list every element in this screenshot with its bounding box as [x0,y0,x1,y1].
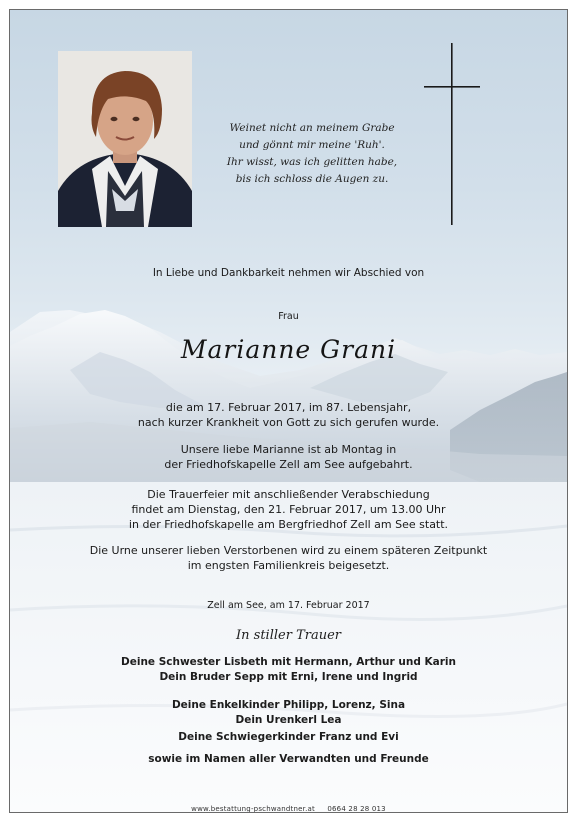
cross-icon [422,43,482,225]
mourners-group-siblings [10,655,567,685]
paragraph-line: Die Trauerfeier mit anschließender Verabschiedung [147,488,430,501]
death-notice-paragraph [10,400,567,430]
poem-line: Weinet nicht an meinem Grabe [229,122,395,134]
salutation: Frau [278,311,299,322]
paragraph-line: nach kurzer Krankheit von Gott zu sich gerufen wurde. [137,416,440,429]
funeral-service-paragraph [10,487,567,532]
paragraph-line: findet am Dienstag, den 21. Februar 2017, um 13.00 Uhr [131,503,446,516]
urn-burial-paragraph [10,543,567,573]
obituary-card [9,9,568,813]
deceased-name: Marianne Grani [180,335,397,364]
paragraph-line: Unsere liebe Marianne ist ab Montag in [180,443,397,456]
mourners-group-in-laws [10,730,567,745]
mourner-line: Deine Enkelkinder Philipp, Lorenz, Sina [171,699,406,711]
paragraph-line: in der Friedhofskapelle am Bergfriedhof Zell am See statt. [128,518,449,531]
paragraph-line: Die Urne unserer lieben Verstorbenen wird zu einem späteren Zeitpunkt [89,544,488,557]
mourning-heading: In stiller Trauer [236,628,341,643]
mourner-line: Dein Bruder Sepp mit Erni, Irene und Ingrid [159,671,418,683]
mourners-group-grandchildren [10,698,567,728]
farewell-intro: In Liebe und Dankbarkeit nehmen wir Abschied von [152,267,425,279]
mourner-line: Deine Schwiegerkinder Franz und Evi [178,731,399,743]
funeral-home-footer [10,805,567,813]
mourner-line: Deine Schwester Lisbeth mit Hermann, Arthur und Karin [121,656,456,668]
mourner-line: Dein Urenkerl Lea [235,714,342,726]
mourner-line: sowie im Namen aller Verwandten und Freunde [148,753,429,765]
lying-in-state-paragraph [10,442,567,472]
paragraph-line: die am 17. Februar 2017, im 87. Lebensjahr, [165,401,412,414]
poem-line: und gönnt mir meine 'Ruh'. [239,139,385,151]
paragraph-line: der Friedhofskapelle Zell am See aufgebahrt. [164,458,413,471]
poem-line: bis ich schloss die Augen zu. [235,173,389,185]
paragraph-line: im engsten Familienkreis beigesetzt. [187,559,390,572]
mourners-group-relatives [10,752,567,767]
memorial-poem [207,120,417,188]
website-link[interactable]: www.bestattung-pschwandtner.at [191,805,315,813]
poem-line: Ihr wisst, was ich gelitten habe, [226,156,398,168]
phone-number: 0664 28 28 013 [327,805,386,813]
place-and-date: Zell am See, am 17. Februar 2017 [207,600,370,611]
portrait-photo [58,51,192,227]
